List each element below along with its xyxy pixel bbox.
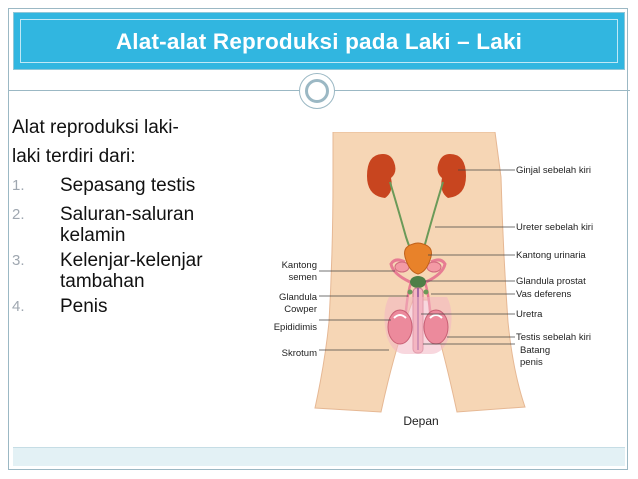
label-depan: Depan: [403, 414, 439, 428]
list-item: [12, 246, 267, 292]
list-text: [60, 246, 260, 292]
cowper-gland-right: [408, 290, 413, 295]
label-glandula-cowper-2: Cowper: [284, 304, 317, 315]
ring-ornament-icon: [299, 73, 335, 109]
list-number: 2.: [12, 206, 25, 223]
anatomy-diagram: [263, 132, 613, 433]
list-text: [60, 200, 260, 246]
label-glandula-cowper-1: Glandula: [278, 292, 317, 303]
list-text-line: Kelenjar-kelenjar: [60, 250, 203, 271]
label-ginjal: Ginjal sebelah kiri: [516, 165, 591, 176]
list-text: [60, 292, 260, 321]
list-text-line: kelamin: [60, 225, 126, 246]
label-ureter: Ureter sebelah kiri: [516, 222, 594, 233]
list-number: 1.: [12, 177, 25, 194]
list-number: 4.: [12, 298, 25, 315]
content-text: [12, 113, 267, 321]
label-uretra: Uretra: [516, 309, 543, 320]
label-kantong-semen-2: semen: [288, 272, 317, 283]
label-kantong-urinaria: Kantong urinaria: [516, 250, 586, 261]
list-text-line: tambahan: [60, 271, 145, 292]
slide-title: Alat-alat Reproduksi pada Laki – Laki: [115, 29, 523, 54]
list-item: [12, 200, 267, 246]
list-text-line: Sepasang testis: [60, 175, 196, 196]
label-skrotum: Skrotum: [281, 348, 317, 359]
list-text-line: Saluran-saluran: [60, 204, 195, 225]
label-batang-penis-2: penis: [520, 357, 543, 368]
list-item: [12, 171, 267, 200]
label-glandula-prostat: Glandula prostat: [516, 276, 586, 287]
intro-line-2: laki terdiri dari:: [12, 146, 136, 167]
cowper-gland-left: [424, 290, 429, 295]
list-text-line: Penis: [60, 296, 108, 317]
title-bar: [13, 12, 625, 70]
organ-list: [12, 171, 267, 321]
label-kantong-semen-1: Kantong: [281, 260, 317, 271]
prostate-gland: [410, 276, 426, 288]
label-vas-deferens: Vas deferens: [516, 289, 572, 300]
list-text: [60, 171, 260, 200]
intro-line-1: Alat reproduksi laki-: [12, 117, 179, 138]
list-item: [12, 292, 267, 321]
bottom-bar: [13, 447, 625, 466]
list-number: 3.: [12, 252, 25, 269]
label-testis: Testis sebelah kiri: [516, 332, 591, 343]
label-batang-penis-1: Batang: [520, 345, 551, 356]
label-epididimis: Epididimis: [273, 322, 317, 333]
